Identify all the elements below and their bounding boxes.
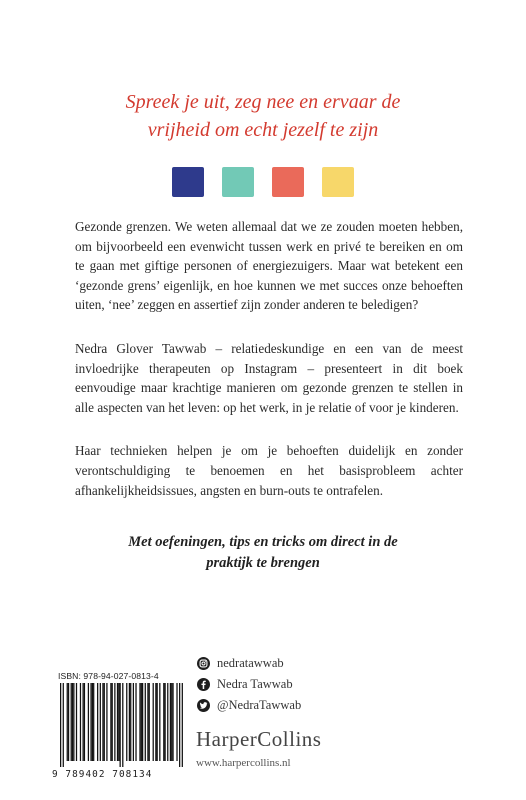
blurb (75, 217, 463, 524)
tagline-line-1: Spreek je uit, zeg nee en ervaar de (125, 91, 401, 113)
barcode-digits: 9 789402 708134 (52, 769, 153, 780)
callout (60, 532, 466, 574)
social-instagram-label: nedratawwab (217, 656, 284, 670)
barcode (60, 683, 183, 767)
blurb-paragraph-3: Haar technieken helpen je om je behoeften duidelijk en zonder verontschuldiging te benoemen en het basisprobleem achter afhankelijkheidsissues, angsten en burn-outs te ontrafelen. (75, 443, 463, 498)
isbn-label: ISBN: 978-94-027-0813-4 (58, 671, 159, 681)
blurb-paragraph-1: Gezonde grenzen. We weten allemaal dat we ze zouden moeten hebben, om bijvoorbeeld een evenwicht tussen werk en privé te bereiken en om te gaan met giftige personen of energiezuigers. Maar wat betekent een ‘gezonde grens’ eigenlijk, en hoe kunnen we met succes onze behoeften uiten, ‘nee’ zeggen en assertief zijn zonder anderen te beledigen? (75, 219, 463, 313)
swatch-teal (222, 167, 254, 197)
callout-line-2: praktijk te brengen (206, 555, 320, 571)
social-twitter[interactable] (197, 696, 301, 715)
barcode-bars (60, 683, 183, 767)
social-instagram[interactable] (197, 654, 301, 673)
social-links (197, 654, 301, 717)
swatch-coral (272, 167, 304, 197)
publisher-website[interactable]: www.harpercollins.nl (196, 757, 291, 769)
facebook-icon (197, 678, 210, 691)
instagram-icon (197, 657, 210, 670)
social-facebook-label: Nedra Tawwab (217, 677, 293, 691)
tagline-line-2: vrijheid om echt jezelf te zijn (147, 119, 379, 141)
twitter-icon (197, 699, 210, 712)
social-facebook[interactable] (197, 675, 301, 694)
blurb-paragraph-2: Nedra Glover Tawwab – relatiedeskundige en een van de meest invloedrijke therapeuten op Instagram – presenteert in dit boek eenvoudige maar krachtige manieren om gezonde grenzen te stellen in alle aspecten van het leven: op het werk, in je relatie of voor je kinderen. (75, 340, 463, 415)
callout-line-1: Met oefeningen, tips en tricks om direct in de (128, 534, 398, 550)
swatch-navy (172, 167, 204, 197)
social-twitter-label: @NedraTawwab (217, 698, 302, 712)
tagline (60, 88, 466, 144)
color-swatches (0, 167, 526, 197)
publisher-logo: HarperCollins (196, 727, 322, 751)
swatch-yellow (322, 167, 354, 197)
